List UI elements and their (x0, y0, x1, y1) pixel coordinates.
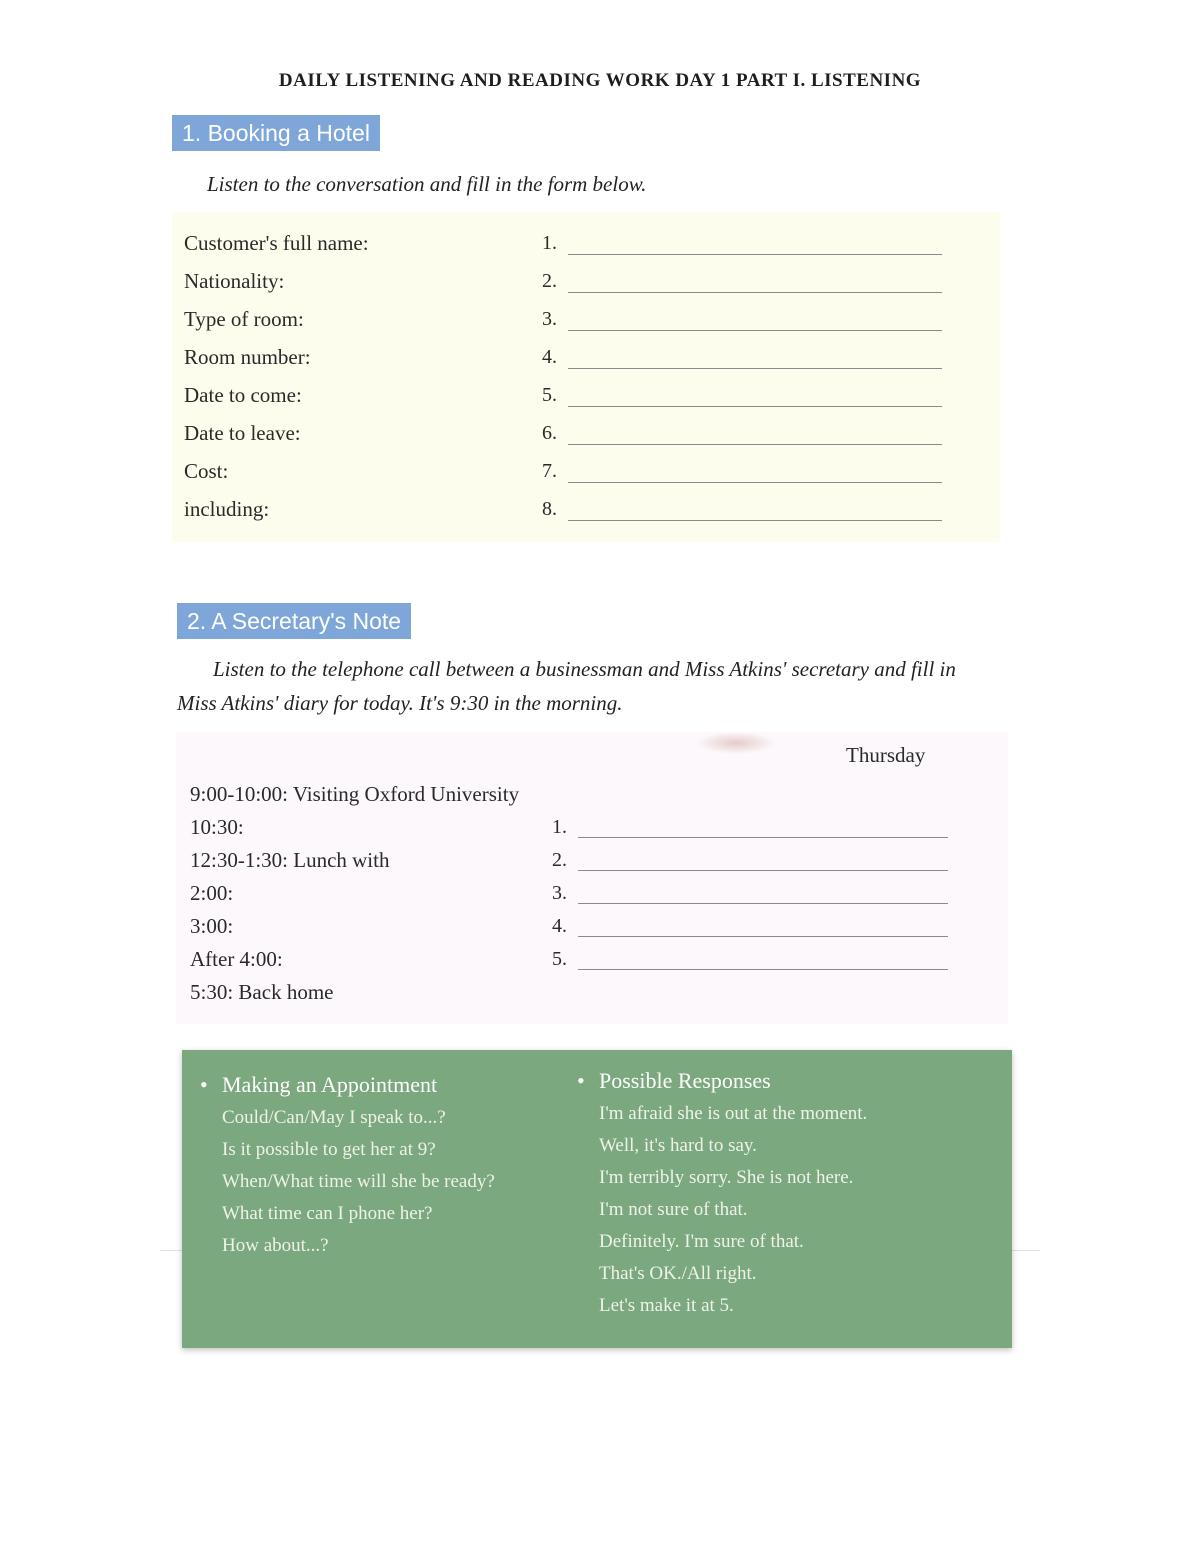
diary-item-number: 1. (552, 816, 567, 838)
answer-line[interactable] (578, 870, 948, 871)
answer-line[interactable] (578, 969, 948, 970)
form-row (172, 452, 1000, 490)
answer-line[interactable] (578, 936, 948, 937)
form-item-number: 1. (542, 232, 557, 254)
form-row (172, 300, 1000, 338)
response-item: I'm terribly sorry. She is not here. (599, 1167, 854, 1188)
responses-heading (577, 1064, 867, 1098)
answer-line[interactable] (568, 444, 942, 445)
section2-instruction-line2: Miss Atkins' diary for today. It's 9:30 in the morning. (177, 691, 623, 715)
answer-line[interactable] (568, 406, 942, 407)
form-label: Type of room: (184, 307, 304, 331)
diary-row (176, 778, 1008, 811)
diary-row (176, 877, 1008, 910)
diary-time: 3:00: (190, 914, 234, 938)
diary-row (176, 811, 1008, 844)
form-row (172, 414, 1000, 452)
response-item: Well, it's hard to say. (599, 1135, 757, 1156)
form-label: Cost: (184, 459, 229, 483)
appointment-heading (200, 1068, 495, 1102)
form-item-number: 4. (542, 346, 557, 368)
diary-time: 10:30: (190, 815, 244, 839)
answer-line[interactable] (568, 482, 942, 483)
section-heading-secretary-note: 2. A Secretary's Note (177, 603, 411, 639)
response-item: That's OK./All right. (599, 1263, 757, 1284)
diary-row (176, 910, 1008, 943)
diary-panel (176, 732, 1008, 1024)
answer-line[interactable] (578, 903, 948, 904)
form-item-number: 6. (542, 422, 557, 444)
answer-line[interactable] (578, 837, 948, 838)
diary-row (176, 943, 1008, 976)
phrase-item: How about...? (222, 1235, 329, 1256)
form-row (172, 490, 1000, 528)
diary-row (176, 976, 1008, 1009)
phrase-item: What time can I phone her? (222, 1203, 433, 1224)
response-item: I'm not sure of that. (599, 1199, 748, 1220)
diary-item-number: 5. (552, 948, 567, 970)
response-item: Definitely. I'm sure of that. (599, 1231, 804, 1252)
answer-line[interactable] (568, 520, 942, 521)
diary-time: 9:00-10:00: Visiting Oxford University (190, 782, 520, 806)
form-label: Nationality: (184, 269, 285, 293)
responses-heading-text: Possible Responses (599, 1068, 771, 1093)
hotel-booking-form (172, 212, 1000, 542)
form-label: Room number: (184, 345, 311, 369)
answer-line[interactable] (568, 368, 942, 369)
diary-time: 12:30-1:30: Lunch with (190, 848, 390, 872)
form-row (172, 262, 1000, 300)
form-item-number: 5. (542, 384, 557, 406)
bullet-icon: • (577, 1068, 585, 1093)
diary-item-number: 3. (552, 882, 567, 904)
diary-time: 2:00: (190, 881, 234, 905)
bullet-icon: • (200, 1072, 208, 1097)
answer-line[interactable] (568, 254, 942, 255)
form-row (172, 224, 1000, 262)
phrase-item: Is it possible to get her at 9? (222, 1139, 436, 1160)
form-item-number: 2. (542, 270, 557, 292)
diary-row (176, 844, 1008, 877)
answer-line[interactable] (568, 292, 942, 293)
section1-instruction: Listen to the conversation and fill in the form below. (207, 172, 647, 196)
diary-day: Thursday (846, 743, 926, 767)
response-phrases (577, 1064, 867, 1322)
appointment-phrases (200, 1068, 495, 1262)
diary-item-number: 2. (552, 849, 567, 871)
phrases-box (182, 1050, 1012, 1348)
phrase-item: Could/Can/May I speak to...? (222, 1107, 446, 1128)
appointment-heading-text: Making an Appointment (222, 1072, 438, 1097)
response-item: Let's make it at 5. (599, 1295, 734, 1316)
form-label: Customer's full name: (184, 231, 369, 255)
diary-time: 5:30: Back home (190, 980, 334, 1004)
phrase-item: When/What time will she be ready? (222, 1171, 495, 1192)
form-label: Date to come: (184, 383, 302, 407)
form-label: Date to leave: (184, 421, 301, 445)
smudge-mark (696, 732, 776, 754)
section2-instruction-line1: Listen to the telephone call between a businessman and Miss Atkins' secretary and fill in (213, 657, 956, 681)
form-row (172, 376, 1000, 414)
form-item-number: 3. (542, 308, 557, 330)
diary-item-number: 4. (552, 915, 567, 937)
section-heading-booking-hotel: 1. Booking a Hotel (172, 115, 380, 151)
form-row (172, 338, 1000, 376)
form-label: including: (184, 497, 270, 521)
page-title: DAILY LISTENING AND READING WORK DAY 1 PART I. LISTENING (278, 70, 922, 91)
answer-line[interactable] (568, 330, 942, 331)
form-item-number: 8. (542, 498, 557, 520)
diary-time: After 4:00: (190, 947, 283, 971)
response-item: I'm afraid she is out at the moment. (599, 1103, 868, 1124)
form-item-number: 7. (542, 460, 557, 482)
